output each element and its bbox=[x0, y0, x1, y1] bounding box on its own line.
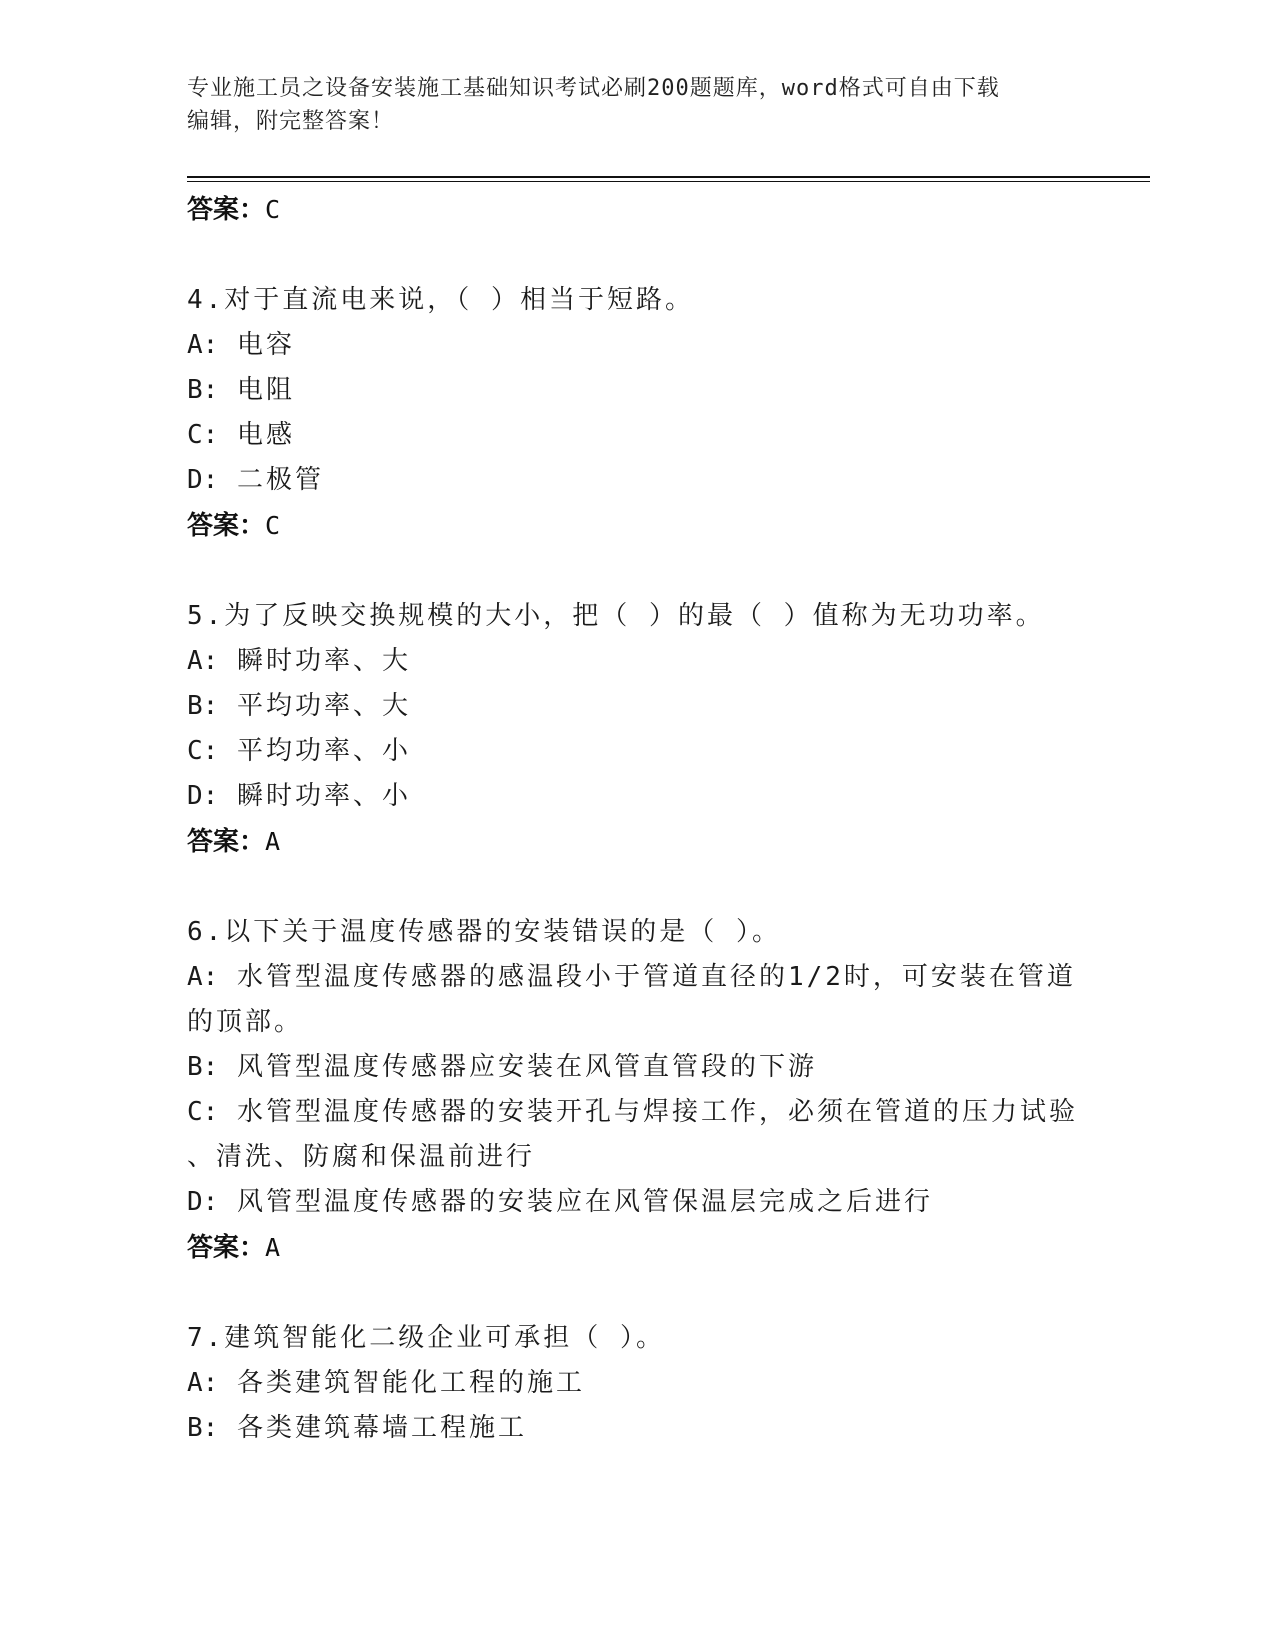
option-letter: B: bbox=[187, 691, 219, 721]
option-text: 各类建筑智能化工程的施工 bbox=[236, 1368, 585, 1398]
option-letter: A: bbox=[187, 330, 219, 360]
option-text: 电阻 bbox=[236, 375, 295, 405]
option-text: 各类建筑幕墙工程施工 bbox=[236, 1413, 527, 1443]
answer-label: 答案： bbox=[187, 827, 266, 857]
option-letter: B: bbox=[187, 375, 219, 405]
question-block bbox=[187, 910, 1087, 1271]
option-c bbox=[187, 413, 1087, 458]
option-text: 风管型温度传感器的安装应在风管保温层完成之后进行 bbox=[236, 1187, 933, 1217]
header-line-1: 专业施工员之设备安装施工基础知识考试必刷200题题库，word格式可自由下载 bbox=[187, 76, 1000, 101]
option-a-continuation: 的顶部。 bbox=[187, 1007, 304, 1037]
answer-value: A bbox=[265, 1233, 281, 1262]
option-d bbox=[187, 1180, 1087, 1225]
answer-label: 答案： bbox=[187, 1233, 266, 1263]
question-block bbox=[187, 1316, 1087, 1451]
answer-line bbox=[187, 819, 1087, 865]
option-text: 电感 bbox=[236, 420, 295, 450]
option-text: 平均功率、小 bbox=[236, 736, 411, 766]
option-letter: D: bbox=[187, 465, 219, 495]
document-header bbox=[187, 72, 1067, 138]
option-letter: C: bbox=[187, 420, 219, 450]
answer-value: C bbox=[265, 511, 281, 540]
option-b bbox=[187, 1045, 1087, 1090]
answer-label: 答案： bbox=[187, 195, 266, 225]
option-letter: D: bbox=[187, 781, 219, 811]
option-text: 瞬时功率、小 bbox=[236, 781, 411, 811]
answer-label: 答案： bbox=[187, 511, 266, 541]
question-list bbox=[187, 187, 1087, 1451]
question-stem: 4.对于直流电来说，（ ）相当于短路。 bbox=[187, 285, 694, 315]
header-line-2: 编辑，附完整答案！ bbox=[187, 109, 395, 134]
header-rule-thin bbox=[187, 181, 1150, 182]
header-rule-thick bbox=[187, 176, 1150, 178]
option-text: 水管型温度传感器的安装开孔与焊接工作，必须在管道的压力试验 bbox=[236, 1097, 1078, 1127]
option-letter: C: bbox=[187, 1097, 219, 1127]
option-text: 二极管 bbox=[236, 465, 324, 495]
question-block bbox=[187, 278, 1087, 549]
option-b bbox=[187, 368, 1087, 413]
question-stem: 7.建筑智能化二级企业可承担（ ）。 bbox=[187, 1323, 665, 1353]
option-text: 瞬时功率、大 bbox=[236, 646, 411, 676]
option-text: 电容 bbox=[236, 330, 295, 360]
question-stem: 6.以下关于温度传感器的安装错误的是（ ）。 bbox=[187, 917, 781, 947]
option-d bbox=[187, 458, 1087, 503]
option-a bbox=[187, 639, 1087, 684]
option-text: 平均功率、大 bbox=[236, 691, 411, 721]
option-letter: A: bbox=[187, 646, 219, 676]
option-d bbox=[187, 774, 1087, 819]
question-block bbox=[187, 594, 1087, 865]
question-stem: 5.为了反映交换规模的大小，把（ ）的最（ ）值称为无功功率。 bbox=[187, 601, 1045, 631]
option-a bbox=[187, 955, 1087, 1000]
option-letter: B: bbox=[187, 1052, 219, 1082]
option-letter: D: bbox=[187, 1187, 219, 1217]
answer-line bbox=[187, 187, 1087, 233]
option-letter: B: bbox=[187, 1413, 219, 1443]
option-letter: A: bbox=[187, 962, 219, 992]
option-text: 风管型温度传感器应安装在风管直管段的下游 bbox=[236, 1052, 817, 1082]
option-c bbox=[187, 729, 1087, 774]
option-c bbox=[187, 1090, 1087, 1135]
option-text: 水管型温度传感器的感温段小于管道直径的1/2时，可安装在管道 bbox=[236, 962, 1076, 992]
option-letter: C: bbox=[187, 736, 219, 766]
option-b bbox=[187, 684, 1087, 729]
option-letter: A: bbox=[187, 1368, 219, 1398]
option-c-continuation: 、清洗、防腐和保温前进行 bbox=[187, 1142, 536, 1172]
answer-value: A bbox=[265, 827, 281, 856]
option-b bbox=[187, 1406, 1087, 1451]
answer-value: C bbox=[265, 195, 281, 224]
option-a bbox=[187, 1361, 1087, 1406]
answer-line bbox=[187, 503, 1087, 549]
option-a bbox=[187, 323, 1087, 368]
answer-line bbox=[187, 1225, 1087, 1271]
